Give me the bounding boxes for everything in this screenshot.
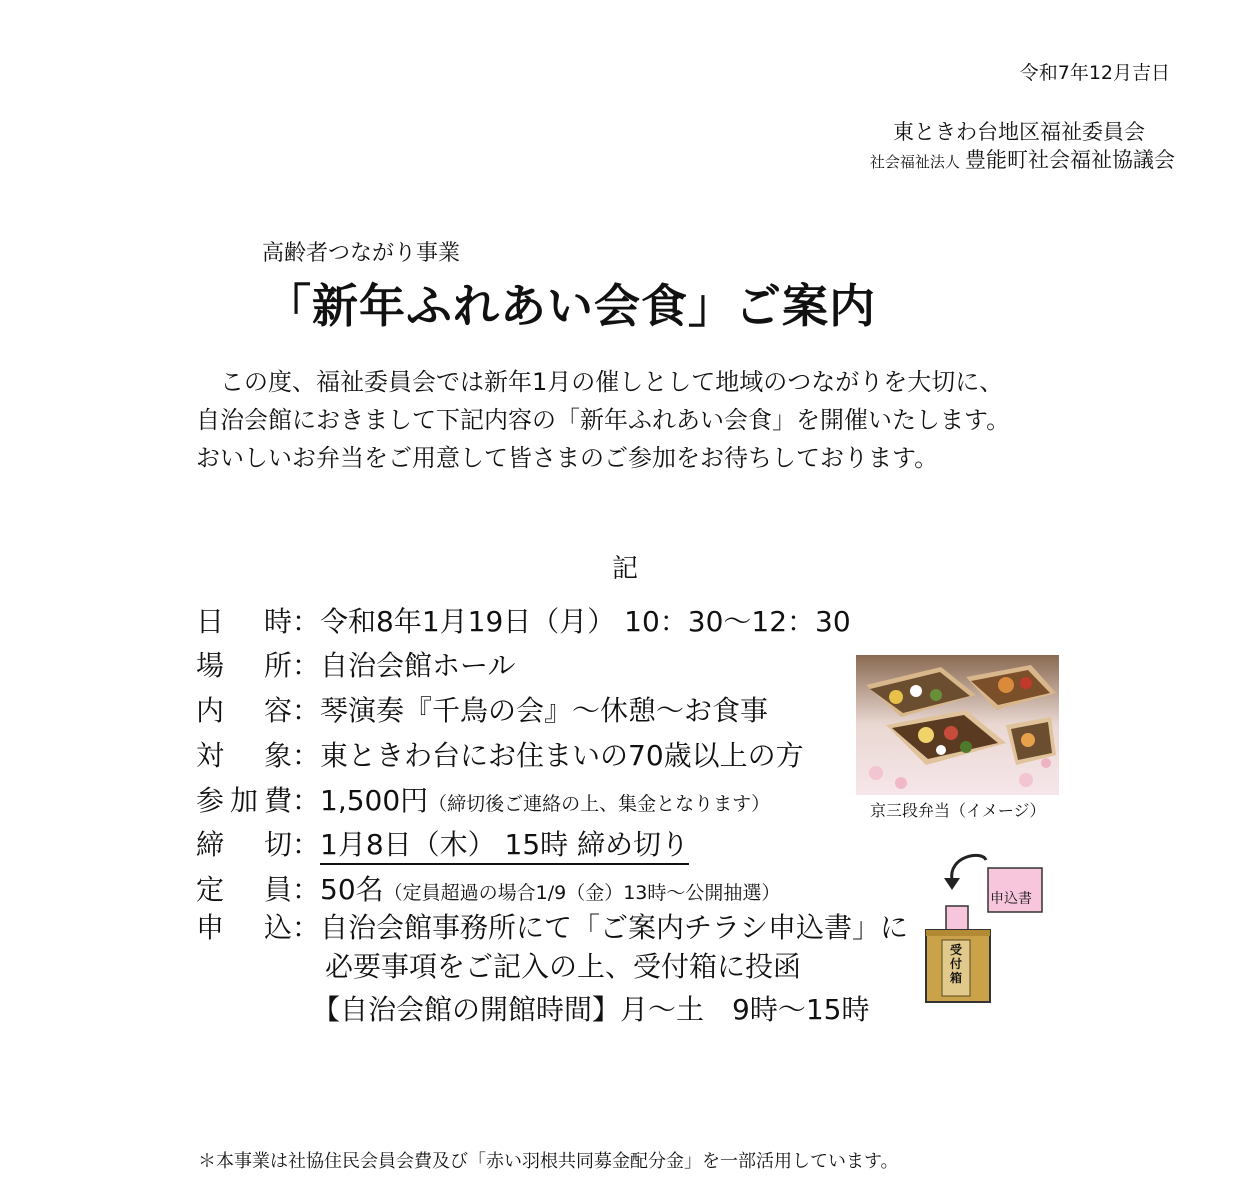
detail-label: 場所: [196, 649, 292, 682]
organizer-council: [760, 144, 1175, 174]
detail-colon: ：: [292, 784, 321, 817]
page-title: 「新年ふれあい会食」ご案内: [265, 279, 876, 333]
detail-colon: ：: [292, 873, 321, 906]
detail-label: 日時: [196, 605, 292, 638]
intro-line: おいしいお弁当をご用意して皆さまのご参加をお待ちしております。: [196, 444, 939, 472]
detail-label: 対象: [196, 739, 292, 772]
detail-colon: ：: [292, 828, 321, 861]
detail-value: 令和8年1月19日（月） 10：30～12：30: [320, 605, 851, 638]
detail-value: 自治会館ホール: [320, 649, 516, 682]
detail-colon: ：: [292, 649, 321, 682]
council-type: 社会福祉法人: [869, 153, 960, 171]
council-name: 豊能町社会福祉協議会: [965, 148, 1175, 172]
form-label: 申込書: [990, 891, 1032, 907]
issue-date: 令和7年12月吉日: [1019, 62, 1170, 84]
detail-note: （定員超過の場合1/9（金）13時～公開抽選）: [383, 882, 781, 904]
detail-colon: ：: [292, 694, 321, 727]
detail-datetime: [196, 600, 851, 640]
apply-line-2: 必要事項をご記入の上、受付箱に投函: [325, 950, 802, 983]
box-label: 受付箱: [949, 943, 962, 985]
detail-note: （締切後ご連絡の上、集金となります）: [428, 793, 771, 815]
detail-label: 定員: [196, 873, 292, 906]
footer-note: ＊本事業は社協住民会員会費及び「赤い羽根共同募金配分金」を一部活用しています。: [198, 1151, 899, 1172]
detail-capacity: [196, 868, 780, 908]
detail-place: [196, 644, 515, 684]
detail-colon: ：: [292, 911, 321, 944]
detail-content: [196, 689, 768, 729]
detail-label: 締切: [196, 828, 292, 861]
event-program-name: 高齢者つながり事業: [262, 241, 461, 266]
intro-paragraph: [196, 363, 1010, 477]
detail-target: [196, 734, 804, 774]
detail-label: 申込: [196, 911, 292, 944]
detail-value: 1,500円: [320, 784, 429, 817]
intro-line: 自治会館におきまして下記内容の「新年ふれあい会食」を開催いたします。: [196, 406, 1011, 434]
intro-line: この度、福祉委員会では新年1月の催しとして地域のつながりを大切に、: [196, 368, 1004, 396]
detail-colon: ：: [292, 605, 321, 638]
detail-label: 参加費: [196, 784, 292, 817]
apply-hours: 【自治会館の開館時間】月～土 9時～15時: [312, 993, 870, 1026]
detail-deadline: [196, 823, 689, 863]
submission-box-illustration: [920, 848, 1050, 1008]
detail-fee: [196, 779, 770, 819]
detail-colon: ：: [292, 739, 321, 772]
detail-apply: [196, 906, 908, 946]
detail-value: 50名: [320, 873, 384, 906]
detail-value: 琴演奏『千鳥の会』～休憩～お食事: [320, 694, 769, 727]
detail-value: 自治会館事務所にて「ご案内チラシ申込書」に: [320, 911, 909, 944]
ki-heading: 記: [612, 554, 639, 584]
organizer-committee: 東ときわ台地区福祉委員会: [893, 120, 1145, 144]
bento-caption: 京三段弁当（イメージ）: [870, 801, 1046, 820]
detail-value: 1月8日（木） 15時 締め切り: [320, 828, 689, 865]
detail-label: 内容: [196, 694, 292, 727]
detail-value: 東ときわ台にお住まいの70歳以上の方: [320, 739, 804, 772]
bento-image: [856, 655, 1059, 795]
